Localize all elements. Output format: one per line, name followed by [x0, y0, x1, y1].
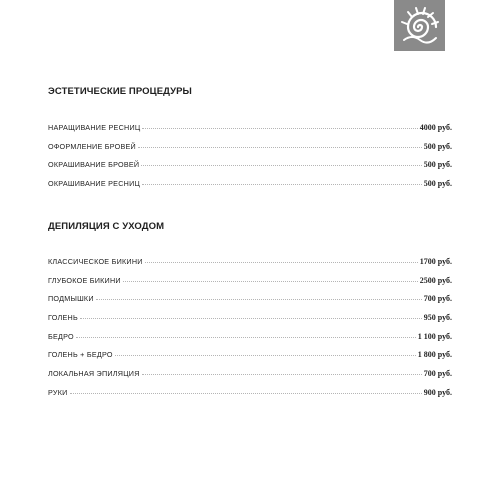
- logo: [394, 0, 445, 51]
- dot-leader: [141, 165, 421, 166]
- list-item: [48, 294, 452, 313]
- dot-leader: [96, 299, 422, 300]
- service-price: 500 руб.: [423, 141, 452, 151]
- service-price: 1700 руб.: [419, 257, 452, 266]
- service-price: 900 руб.: [423, 387, 452, 397]
- list-item: [48, 179, 452, 198]
- service-price: 950 руб.: [423, 313, 452, 323]
- dot-leader: [76, 337, 416, 338]
- service-name: ОКРАШИВАНИЕ БРОВЕЙ: [48, 160, 140, 170]
- list-item: [48, 332, 452, 351]
- service-price: 4000 руб.: [419, 123, 452, 132]
- service-name: КЛАССИЧЕСКОЕ БИКИНИ: [48, 257, 143, 266]
- section-title: ЭСТЕТИЧЕСКИЕ ПРОЦЕДУРЫ: [48, 86, 192, 97]
- list-item: [48, 350, 452, 369]
- service-name: ОКРАШИВАНИЕ РЕСНИЦ: [48, 179, 141, 189]
- dot-leader: [123, 281, 418, 282]
- dot-leader: [80, 318, 422, 319]
- dot-leader: [142, 184, 422, 185]
- list-item: [48, 123, 452, 142]
- section-depilation: [48, 221, 452, 407]
- dot-leader: [70, 393, 422, 394]
- service-price: 700 руб.: [423, 294, 452, 304]
- service-name: НАРАЩИВАНИЕ РЕСНИЦ: [48, 123, 141, 132]
- list-item: [48, 388, 452, 407]
- service-price: 1 800 руб.: [417, 350, 452, 360]
- service-price: 500 руб.: [423, 179, 452, 189]
- service-name: ОФОРМЛЕНИЕ БРОВЕЙ: [48, 141, 136, 151]
- list-item: [48, 160, 452, 179]
- list-item: [48, 142, 452, 161]
- service-name: БЕДРО: [48, 331, 74, 341]
- service-name: ЛОКАЛЬНАЯ ЭПИЛЯЦИЯ: [48, 369, 140, 379]
- price-list: [48, 257, 452, 407]
- list-item: [48, 313, 452, 332]
- service-name: ГОЛЕНЬ + БЕДРО: [48, 350, 113, 360]
- service-name: РУКИ: [48, 387, 68, 397]
- section-esthetic: [48, 86, 452, 198]
- dot-leader: [142, 374, 422, 375]
- section-title: ДЕПИЛЯЦИЯ С УХОДОМ: [48, 221, 165, 232]
- list-item: [48, 369, 452, 388]
- price-list: [48, 123, 452, 198]
- service-name: ПОДМЫШКИ: [48, 294, 94, 304]
- dot-leader: [142, 128, 417, 129]
- service-price: 1 100 руб.: [417, 331, 452, 341]
- service-price: 500 руб.: [423, 160, 452, 170]
- dot-leader: [138, 147, 422, 148]
- dot-leader: [145, 262, 418, 263]
- dot-leader: [115, 355, 416, 356]
- service-name: ГЛУБОКОЕ БИКИНИ: [48, 275, 121, 285]
- list-item: [48, 276, 452, 295]
- list-item: [48, 257, 452, 276]
- service-name: ГОЛЕНЬ: [48, 313, 78, 323]
- service-price: 700 руб.: [423, 369, 452, 379]
- seashell-icon: [394, 0, 445, 51]
- service-price: 2500 руб.: [419, 275, 452, 285]
